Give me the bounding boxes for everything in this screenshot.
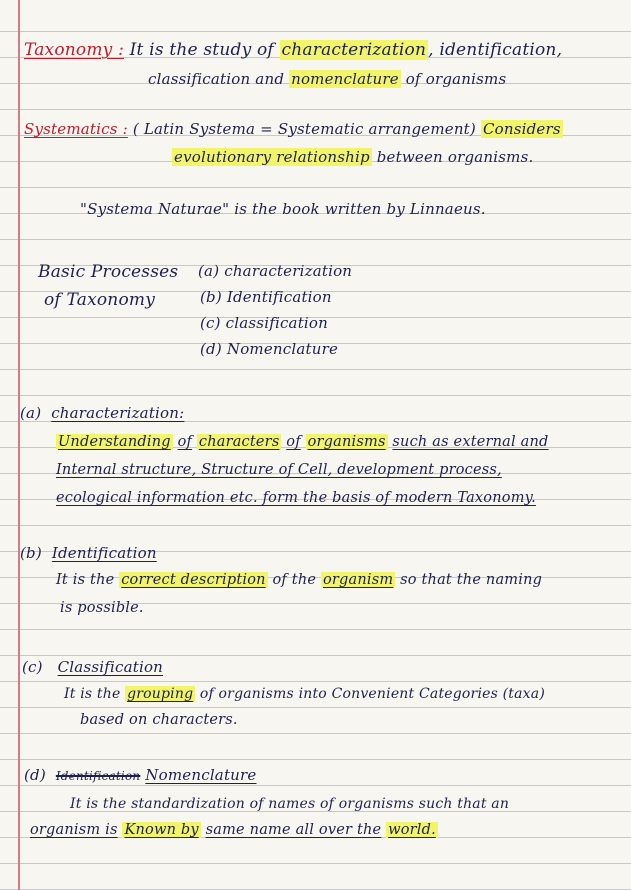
highlight: world. (388, 822, 436, 838)
text: classification and (148, 70, 285, 88)
section-d-line1: It is the standardization of names of organisms such that an (70, 796, 510, 812)
process-item: (b) Identification (200, 288, 332, 306)
section-b-line1 (56, 572, 542, 588)
text: between organisms. (376, 148, 534, 166)
systematics-definition (24, 120, 563, 138)
section-d-line2 (30, 822, 438, 838)
text: of (177, 434, 193, 450)
text: It is the (64, 686, 121, 702)
basic-processes-title: Basic Processes (38, 262, 179, 282)
highlight: Considers (482, 120, 561, 138)
section-c-line1 (64, 686, 545, 702)
process-item: (c) classification (200, 314, 329, 332)
taxonomy-term: Taxonomy : (24, 40, 125, 60)
taxonomy-definition (24, 40, 562, 60)
text: so that the naming (400, 572, 543, 588)
text: such as external and (392, 434, 549, 450)
highlight: Understanding (58, 434, 171, 450)
section-label: (b) (20, 544, 42, 562)
margin-line (18, 0, 20, 890)
text: of organisms into Convenient Categories (taxa) (199, 686, 545, 702)
text: ( Latin Systema = Systematic arrangement) (132, 120, 476, 138)
highlight: characters (198, 434, 280, 450)
section-b-header (20, 544, 157, 562)
taxonomy-definition-line2 (148, 70, 506, 88)
section-a-line3: ecological information etc. form the basis of modern Taxonomy. (56, 490, 536, 506)
section-c-header (22, 658, 163, 676)
section-a-header (20, 404, 184, 422)
highlight: characterization (281, 40, 427, 60)
book-line: "Systema Naturae" is the book written by Linnaeus. (80, 200, 486, 218)
text: It is the study of (129, 40, 274, 60)
basic-processes-title-line2: of Taxonomy (44, 290, 156, 310)
text: of the (272, 572, 317, 588)
section-b-line2: is possible. (60, 600, 144, 616)
section-label: (c) (22, 658, 43, 676)
highlight: grouping (127, 686, 194, 702)
section-a-line1 (56, 434, 549, 450)
section-c-line2: based on characters. (80, 712, 238, 728)
highlight: organisms (307, 434, 386, 450)
section-heading: Identification (51, 544, 157, 562)
highlight: organism (322, 572, 394, 588)
text: organism is (30, 822, 118, 838)
struck-text: Identification (55, 769, 141, 783)
section-label: (d) (24, 766, 46, 784)
text: same name all over the (205, 822, 382, 838)
highlight: nomenclature (291, 70, 399, 88)
section-heading: characterization: (51, 404, 185, 422)
highlight: correct description (121, 572, 266, 588)
systematics-term: Systematics : (24, 120, 128, 138)
highlight: Known by (124, 822, 199, 838)
section-heading: Nomenclature (145, 766, 257, 784)
highlight: evolutionary relationship (174, 148, 370, 166)
section-label: (a) (20, 404, 42, 422)
process-item: (d) Nomenclature (200, 340, 339, 358)
section-heading: Classification (57, 658, 164, 676)
text: of organisms (405, 70, 507, 88)
text: It is the (56, 572, 115, 588)
section-d-header (24, 766, 257, 784)
text: , identification, (428, 40, 563, 60)
systematics-definition-line2 (172, 148, 533, 166)
text: of (286, 434, 301, 450)
process-item: (a) characterization (198, 262, 353, 280)
section-a-line2: Internal structure, Structure of Cell, development process, (56, 462, 502, 478)
